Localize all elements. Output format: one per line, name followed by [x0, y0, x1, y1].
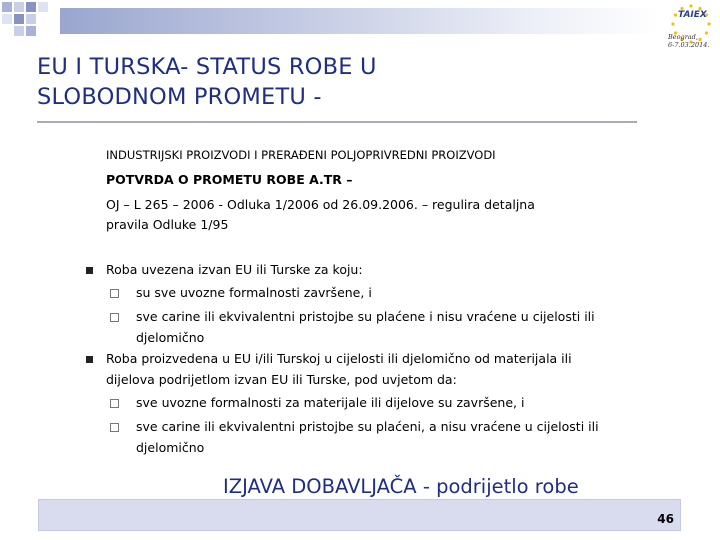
date-line: 6-7.03.2014.: [668, 41, 710, 49]
place-date: [668, 33, 720, 49]
decor-square: [26, 26, 36, 36]
intro-line: INDUSTRIJSKI PROIZVODI I PRERAĐENI POLJOPRIVREDNI PROIZVODI: [106, 148, 496, 162]
page-number: 46: [657, 512, 674, 526]
decor-square: [38, 2, 48, 12]
footer-bar: [38, 499, 681, 531]
decor-square: [26, 2, 36, 12]
checkbox-bullet-icon: [110, 313, 119, 322]
decor-square: [14, 14, 24, 24]
checkbox-bullet-icon: [110, 289, 119, 298]
decor-square: [2, 14, 12, 24]
title-divider: [37, 121, 637, 123]
decor-square: [14, 2, 24, 12]
checkbox-bullet-icon: [110, 399, 119, 408]
sub-bullet-text: sve carine ili ekvivalentni pristojbe su plaćeni, a nisu vraćene u cijelosti ili: [136, 419, 599, 434]
decorative-squares: [0, 0, 60, 40]
bullet-text: Roba proizvedena u EU i/ili Turskoj u cijelosti ili djelomično od materijala ili: [106, 351, 572, 366]
intro-line: OJ – L 265 – 2006 - Odluka 1/2006 od 26.09.2006. – regulira detaljna: [106, 197, 535, 212]
header-band: [60, 8, 660, 34]
bullet-text: dijelova podrijetlom izvan EU ili Turske, pod uvjetom da:: [106, 372, 457, 387]
decor-square: [14, 26, 24, 36]
logo-text: TAIEX: [678, 10, 707, 20]
izjava-heading: IZJAVA DOBAVLJAČA - podrijetlo robe: [223, 475, 579, 498]
place-line: Beograd,: [668, 33, 698, 41]
sub-bullet-text: sve carine ili ekvivalentni pristojbe su plaćene i nisu vraćene u cijelosti ili: [136, 309, 595, 324]
sub-bullet-text: djelomično: [136, 440, 205, 455]
title-line: EU I TURSKA- STATUS ROBE U: [37, 54, 377, 80]
decor-square: [26, 14, 36, 24]
bullet-marker: [86, 356, 93, 363]
sub-bullet-text: su sve uvozne formalnosti završene, i: [136, 285, 372, 300]
sub-bullet-text: sve uvozne formalnosti za materijale ili dijelove su završene, i: [136, 395, 525, 410]
intro-heading: POTVRDA O PROMETU ROBE A.TR –: [106, 172, 353, 187]
page-title: [37, 52, 557, 112]
checkbox-bullet-icon: [110, 423, 119, 432]
decor-square: [2, 2, 12, 12]
bullet-marker: [86, 267, 93, 274]
bullet-text: Roba uvezena izvan EU ili Turske za koju:: [106, 262, 363, 277]
intro-line: pravila Odluke 1/95: [106, 217, 229, 232]
title-line: SLOBODNOM PROMETU -: [37, 84, 322, 110]
sub-bullet-text: djelomično: [136, 330, 205, 345]
